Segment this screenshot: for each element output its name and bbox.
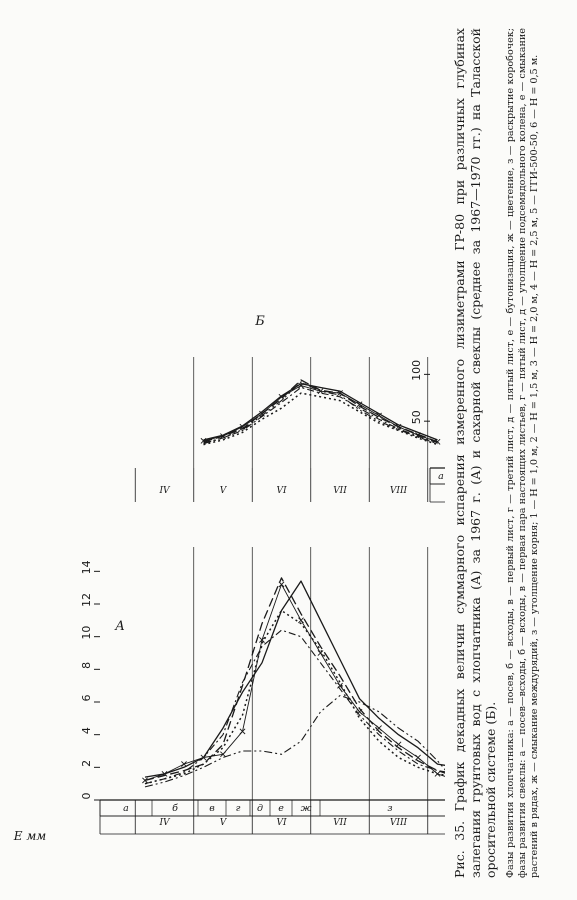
caption-title: Рис. 35. График декадных величин суммарного испарения измеренного лизиметрами ГР-80 при различных глубинах залегания грунтовых вод с хлопчатника (А) за 1967 г. (А) и сахарной свеклы (среднее за 1967—1970 гг.) на Таласской оросительной системе (Б).: [452, 28, 498, 878]
phase-label: б: [172, 803, 178, 814]
month-label: IV: [159, 818, 170, 828]
series-4-line: [145, 611, 445, 784]
y-tick-label: 2: [80, 759, 93, 767]
phase-label: ж: [300, 803, 312, 814]
y-tick-label: 50: [410, 410, 423, 425]
y-tick-label: 10: [80, 625, 93, 640]
phase-label: г: [235, 803, 241, 814]
series-5-line: [145, 696, 445, 794]
month-label: VI: [276, 486, 287, 496]
y-tick-label: 4: [80, 727, 93, 735]
panel-b: [135, 345, 445, 502]
phase-label: а: [123, 803, 129, 814]
y-axis-unit: Е мм: [13, 829, 47, 843]
series-6-line: [145, 584, 445, 783]
month-label: VII: [333, 818, 347, 828]
phase-label: е: [278, 803, 284, 814]
panel-a: [80, 535, 445, 834]
phase-label: в: [209, 803, 215, 814]
month-label: VIII: [389, 818, 408, 828]
y-tick-label: 6: [80, 694, 93, 702]
series-6-marker: [181, 761, 186, 766]
phase-label: д: [256, 803, 264, 814]
y-tick-label: 14: [80, 560, 93, 575]
panel-a-label: А: [115, 619, 125, 634]
month-label: VI: [276, 818, 287, 828]
month-label: V: [219, 818, 227, 828]
caption-legend: Фазы развития хлопчатника: а — посев, б — всходы, в — первый лист, г — третий лист, д — пятый лист, е — бутонизация, ж — цветение, з — раскрытие коробочек; фазы развития свеклы: а — посев—всходы, б — всходы, в — первая пара настоящих листьев, г — пятый лист, д — утолщение подсемядольного колена, е — смыкание растений в рядах, ж — смыкание междурядий, з — утолщение корня; 1 — Н = 1,0 м, 2 — Н = 1,5 м, 3 — Н = 2,0 м, 4 — Н = 2,5 м, 5 — ГГИ-500-50, 6 — Н = 0,5 м.: [504, 28, 540, 878]
series-6-marker: [415, 755, 420, 760]
series-4-line: [204, 393, 438, 445]
figure-caption: [452, 28, 541, 878]
y-tick-label: 0: [80, 792, 93, 800]
series-6-marker: [435, 771, 440, 776]
series-6-marker: [298, 618, 303, 623]
y-tick-label: 100: [410, 359, 423, 381]
series-6-marker: [396, 742, 401, 747]
month-label: VII: [333, 486, 347, 496]
panel-b-label: Б: [255, 314, 265, 329]
series-6-marker: [318, 650, 323, 655]
y-tick-label: 8: [80, 661, 93, 669]
phase-label: а: [438, 471, 444, 482]
y-tick-label: 12: [80, 593, 93, 607]
month-label: IV: [159, 486, 170, 496]
series-3-line: [145, 630, 445, 784]
month-label: VIII: [389, 486, 408, 496]
series-2-line: [145, 578, 445, 781]
month-label: V: [219, 486, 227, 496]
series-1-line: [145, 581, 445, 777]
series-6-marker: [279, 582, 284, 587]
phase-label: з: [387, 803, 393, 814]
series-6-marker: [376, 726, 381, 731]
